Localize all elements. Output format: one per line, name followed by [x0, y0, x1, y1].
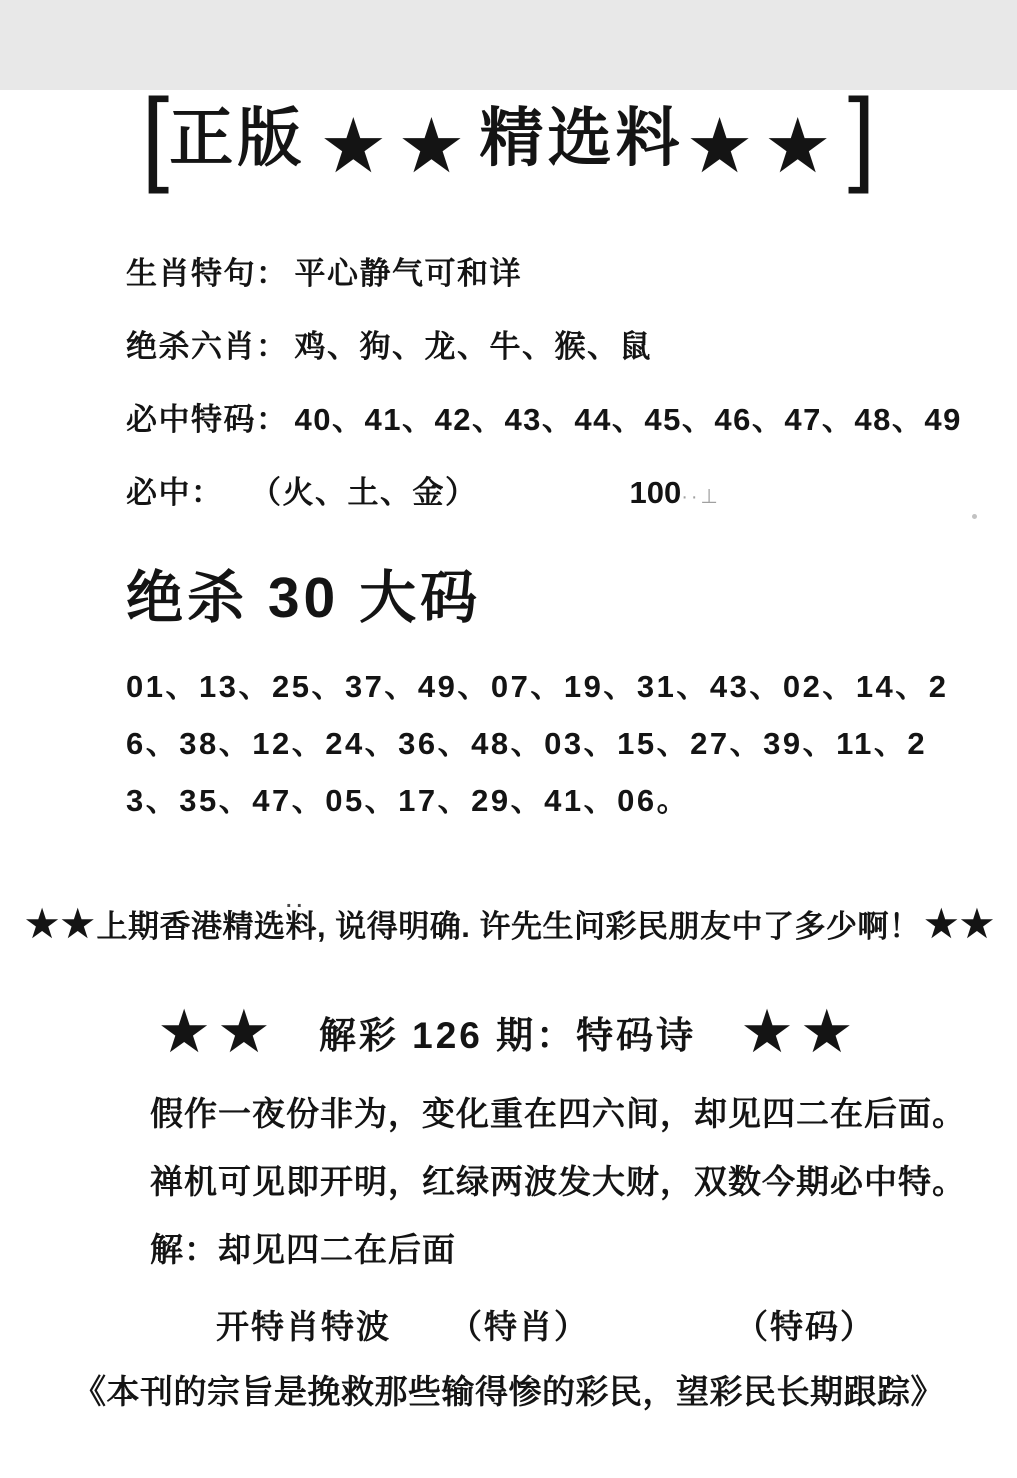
- star-pair-icon: ★★: [740, 998, 860, 1065]
- zodiac-phrase-label: 生肖特句：: [126, 256, 289, 291]
- faded-print-artifact: ··⊥: [681, 486, 721, 508]
- kill30-numbers: 01、13、25、37、49、07、19、31、43、02、14、26、38、12、24、36、48、03、15、27、39、11、23、35、47、05、17、29、41、06。: [126, 669, 949, 818]
- scan-speck-artifact: [972, 514, 977, 519]
- star-pair-icon: ★★: [157, 998, 277, 1065]
- scan-dots-artifact: ..: [286, 890, 308, 912]
- poem-section-title: 解彩 126 期：特码诗: [318, 1015, 697, 1056]
- must-hit-codes-line: [126, 394, 1017, 439]
- banner-text: 上期香港精选料, 说得明确. 许先生问彩民朋友中了多少啊！: [96, 909, 921, 944]
- must-hit-codes-label: 必中特码：: [126, 402, 289, 437]
- previous-issue-banner: [0, 901, 1017, 946]
- title-open-bracket: [: [141, 77, 170, 195]
- footer-motto: 《本刊的宗旨是挽救那些输得惨的彩民，望彩民长期跟踪》: [73, 1373, 944, 1410]
- must-hit-codes-value: 40、41、42、43、44、45、46、47、48、49: [294, 402, 962, 437]
- page-title: [0, 77, 1017, 195]
- kill-six-zodiac-value: 鸡、狗、龙、牛、猴、鼠: [294, 329, 652, 364]
- must-hit-elements-label: 必中：: [126, 475, 224, 510]
- reveal-line: [216, 1301, 1017, 1348]
- star-pair-icon: ★★: [922, 899, 994, 947]
- star-pair-icon: ★★: [685, 104, 842, 189]
- zodiac-phrase-value: 平心静气可和详: [294, 256, 522, 291]
- poem-line: 禅机可见即开明，红绿两波发大财，双数今期必中特。: [150, 1163, 966, 1200]
- poem-answer-label: 解：: [150, 1231, 218, 1268]
- poem-section-header: [0, 998, 1017, 1065]
- title-prefix: 正版: [169, 102, 306, 174]
- title-close-bracket: ]: [847, 77, 876, 195]
- reveal-zodiac-slot: （特肖）: [449, 1308, 589, 1345]
- tip-sheet-page: [0, 77, 1017, 1478]
- star-pair-icon: ★★: [23, 899, 95, 947]
- poem-line: 假作一夜份非为，变化重在四六间，却见四二在后面。: [150, 1095, 966, 1132]
- kill-six-zodiac-label: 绝杀六肖：: [126, 329, 289, 364]
- must-hit-elements-value: （火、土、金）: [265, 475, 478, 510]
- title-middle: 精选料: [479, 102, 684, 174]
- poem-answer-value: 却见四二在后面: [218, 1231, 456, 1268]
- kill-six-zodiac-line: [126, 321, 1017, 366]
- kill30-heading: 绝杀 30 大码: [126, 566, 482, 630]
- must-hit-elements-extra: 100: [629, 475, 682, 510]
- reveal-wave-label: 开特肖特波: [216, 1308, 391, 1345]
- zodiac-phrase-line: [126, 248, 1017, 293]
- reveal-code-slot: （特码）: [735, 1308, 875, 1345]
- poem-answer-line: [150, 1224, 1017, 1271]
- poem-body: [150, 1088, 1017, 1203]
- star-pair-icon: ★★: [319, 104, 476, 189]
- must-hit-elements-line: [126, 467, 1017, 512]
- info-block: [126, 248, 1017, 512]
